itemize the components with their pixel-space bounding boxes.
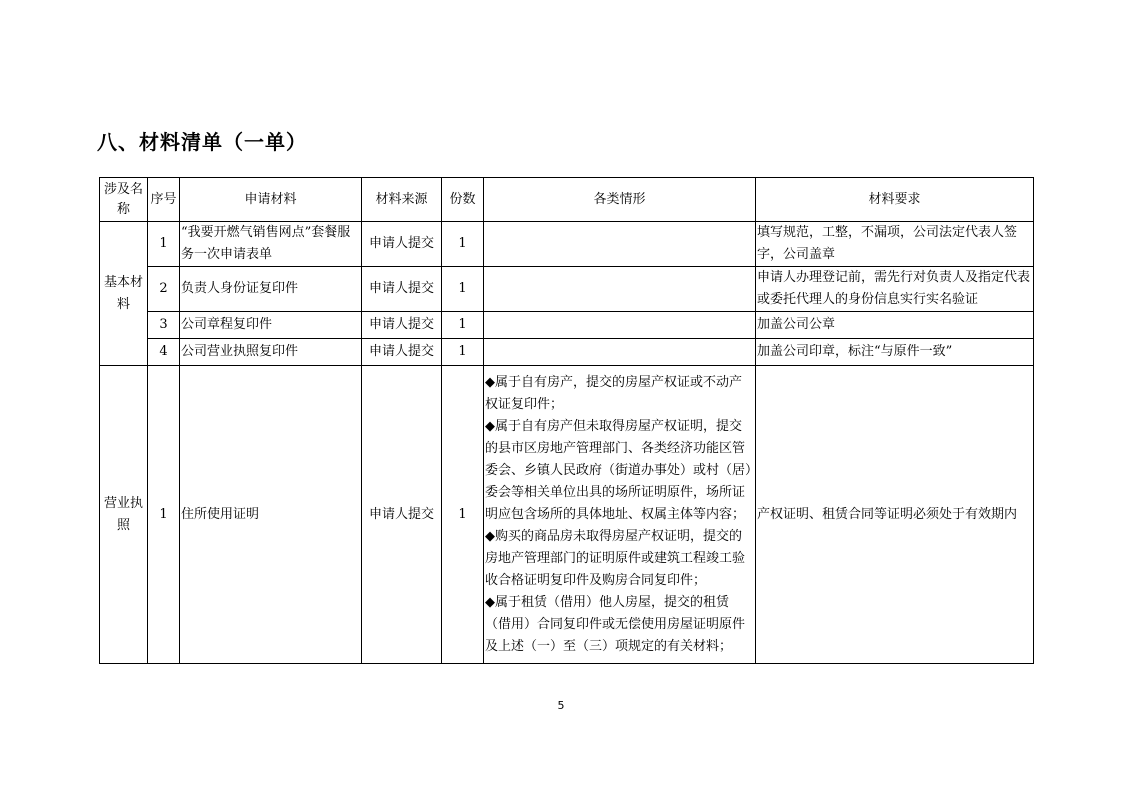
situation-cell <box>484 339 756 366</box>
table-row <box>100 366 1034 664</box>
situation-item: ◆购买的商品房未取得房屋产权证明，提交的房地产管理部门的证明原件或建筑工程竣工验收合格证明复印件及购房合同复印件； <box>485 528 746 588</box>
material-source: 申请人提交 <box>362 267 442 312</box>
material-requirement: 申请人办理登记前，需先行对负责人及指定代表或委托代理人的身份信息实行实名验证 <box>756 267 1034 312</box>
materials-table <box>99 177 1034 664</box>
column-header: 份数 <box>442 178 484 222</box>
section-heading: 八、材料清单（一单） <box>97 130 307 154</box>
row-number: 2 <box>148 267 180 312</box>
group-name-cell: 营业执照 <box>100 366 148 664</box>
material-requirement: 填写规范，工整，不漏项，公司法定代表人签字，公司盖章 <box>756 222 1034 267</box>
material-source: 申请人提交 <box>362 312 442 339</box>
copies-count: 1 <box>442 267 484 312</box>
material-source: 申请人提交 <box>362 366 442 664</box>
copies-count: 1 <box>442 312 484 339</box>
material-source: 申请人提交 <box>362 222 442 267</box>
material-name: 公司营业执照复印件 <box>180 339 362 366</box>
table-row <box>100 339 1034 366</box>
situation-cell <box>484 366 756 664</box>
material-source: 申请人提交 <box>362 339 442 366</box>
page-number: 5 <box>557 699 565 712</box>
group-name-cell: 基本材料 <box>100 222 148 366</box>
row-number: 3 <box>148 312 180 339</box>
situation-cell <box>484 312 756 339</box>
table-row <box>100 222 1034 267</box>
material-requirement: 产权证明、租赁合同等证明必须处于有效期内 <box>756 366 1034 664</box>
column-header: 申请材料 <box>180 178 362 222</box>
copies-count: 1 <box>442 339 484 366</box>
table-row <box>100 312 1034 339</box>
column-header: 序号 <box>148 178 180 222</box>
row-number: 1 <box>148 366 180 664</box>
column-header: 涉及名称 <box>100 178 148 222</box>
column-header: 材料来源 <box>362 178 442 222</box>
row-number: 4 <box>148 339 180 366</box>
material-requirement: 加盖公司印章，标注“与原件一致” <box>756 339 1034 366</box>
material-name: “我要开燃气销售网点”套餐服务一次申请表单 <box>180 222 362 267</box>
table-header-row <box>100 178 1034 222</box>
material-requirement: 加盖公司公章 <box>756 312 1034 339</box>
column-header: 各类情形 <box>484 178 756 222</box>
situation-item: ◆属于自有房产但未取得房屋产权证明，提交的县市区房地产管理部门、各类经济功能区管委会、乡镇人民政府（街道办事处）或村（居）委会等相关单位出具的场所证明原件，场所证明应包含场所的具体地址、权属主体等内容； <box>485 418 752 522</box>
situation-cell <box>484 222 756 267</box>
row-number: 1 <box>148 222 180 267</box>
table-row <box>100 267 1034 312</box>
material-name: 住所使用证明 <box>180 366 362 664</box>
material-name: 公司章程复印件 <box>180 312 362 339</box>
situation-cell <box>484 267 756 312</box>
situation-item: ◆属于租赁（借用）他人房屋，提交的租赁（借用）合同复印件或无偿使用房屋证明原件及上述（一）至（三）项规定的有关材料； <box>485 594 746 654</box>
column-header: 材料要求 <box>756 178 1034 222</box>
situation-item: ◆属于自有房产，提交的房屋产权证或不动产权证复印件； <box>485 374 742 412</box>
copies-count: 1 <box>442 222 484 267</box>
material-name: 负责人身份证复印件 <box>180 267 362 312</box>
copies-count: 1 <box>442 366 484 664</box>
